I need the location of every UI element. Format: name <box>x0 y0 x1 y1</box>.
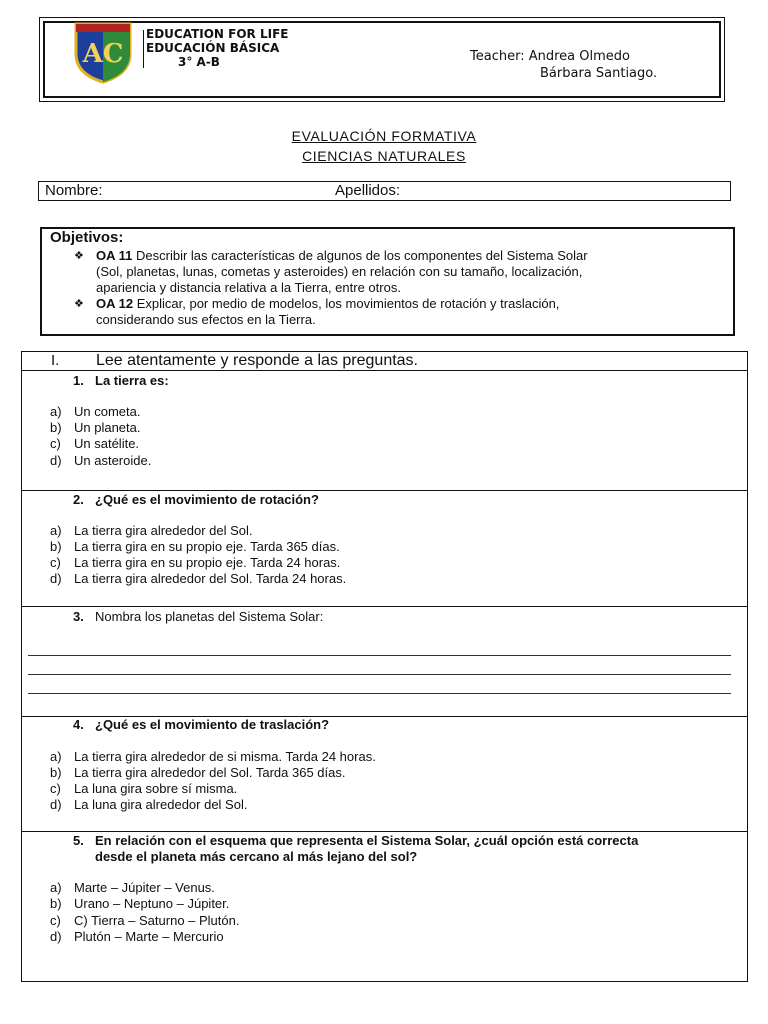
option-item[interactable]: d) Un asteroide. <box>50 453 152 468</box>
school-logo-icon <box>72 20 134 84</box>
school-level: EDUCACIÓN BÁSICA <box>146 41 280 55</box>
row-divider <box>22 370 747 371</box>
section-number: I. <box>51 352 60 369</box>
objective-text: (Sol, planetas, lunas, cometas y asteroides) en relación con su tamaño, localización, <box>96 264 583 279</box>
question-number: 5. <box>73 833 84 848</box>
subject-title: CIENCIAS NATURALES <box>302 148 466 164</box>
question-text: Nombra los planetas del Sistema Solar: <box>95 609 324 624</box>
option-item[interactable]: c) La luna gira sobre sí misma. <box>50 781 238 796</box>
teacher-line-1: Teacher: Andrea Olmedo <box>470 49 630 64</box>
option-text: La tierra gira alrededor del Sol. Tarda 24 horas. <box>74 571 347 586</box>
question-text: ¿Qué es el movimiento de rotación? <box>95 492 319 507</box>
option-text: La tierra gira en su propio eje. Tarda 365 días. <box>74 539 340 554</box>
option-text: Marte – Júpiter – Venus. <box>74 880 215 895</box>
option-item[interactable]: c) La tierra gira en su propio eje. Tarda 24 horas. <box>50 555 341 570</box>
option-text: La tierra gira en su propio eje. Tarda 24 horas. <box>74 555 341 570</box>
option-text: La luna gira sobre sí misma. <box>74 781 238 796</box>
question-text: desde el planeta más cercano al más lejano del sol? <box>95 849 418 864</box>
option-item[interactable]: c) Un satélite. <box>50 436 140 451</box>
option-item[interactable]: a) La tierra gira alrededor de si misma. Tarda 24 horas. <box>50 749 376 764</box>
objective-text: apariencia y distancia relativa a la Tierra, entre otros. <box>96 280 401 295</box>
name-fields-box[interactable] <box>38 181 731 201</box>
teacher-line-2: Bárbara Santiago. <box>540 66 658 81</box>
option-text: Un planeta. <box>74 420 141 435</box>
row-divider <box>22 831 747 832</box>
question-number: 4. <box>73 717 84 732</box>
teacher-info <box>470 48 657 82</box>
row-divider <box>22 490 747 491</box>
option-text: La tierra gira alrededor del Sol. Tarda 365 días. <box>74 765 346 780</box>
option-text: Urano – Neptuno – Júpiter. <box>74 896 230 911</box>
objective-text: Explicar, por medio de modelos, los movimientos de rotación y traslación, <box>136 296 560 311</box>
question-text: En relación con el esquema que representa el Sistema Solar, ¿cuál opción está correcta <box>95 833 639 848</box>
apellidos-label: Apellidos: <box>335 182 401 199</box>
diamond-bullet-icon: ❖ <box>74 250 84 262</box>
option-item[interactable]: d) La luna gira alrededor del Sol. <box>50 797 248 812</box>
row-divider <box>22 606 747 607</box>
option-text: Un asteroide. <box>74 453 152 468</box>
option-text: La tierra gira alrededor de si misma. Tarda 24 horas. <box>74 749 376 764</box>
questions-table <box>21 351 748 982</box>
option-item[interactable]: c) C) Tierra – Saturno – Plutón. <box>50 913 240 928</box>
option-text: Plutón – Marte – Mercurio <box>74 929 224 944</box>
objective-code: OA 12 <box>96 296 134 311</box>
option-item[interactable]: b) Urano – Neptuno – Júpiter. <box>50 896 230 911</box>
option-item[interactable]: b) La tierra gira en su propio eje. Tarda 365 días. <box>50 539 340 554</box>
option-item[interactable]: a) Marte – Júpiter – Venus. <box>50 880 215 895</box>
objectives-heading: Objetivos: <box>50 229 124 246</box>
objective-text: considerando sus efectos en la Tierra. <box>96 312 316 327</box>
question-number: 3. <box>73 609 84 624</box>
logo-letters: AC <box>82 39 124 69</box>
evaluation-title: EVALUACIÓN FORMATIVA <box>291 128 477 144</box>
option-item[interactable]: b) La tierra gira alrededor del Sol. Tarda 365 días. <box>50 765 346 780</box>
question-number: 1. <box>73 373 84 388</box>
objective-code: OA 11 <box>96 248 133 263</box>
section-title: Lee atentamente y responde a las preguntas. <box>96 352 418 369</box>
objective-item <box>74 296 724 328</box>
school-name: EDUCATION FOR LIFE <box>146 27 289 41</box>
diamond-bullet-icon: ❖ <box>74 298 84 310</box>
nombre-label: Nombre: <box>45 182 103 199</box>
question-number: 2. <box>73 492 84 507</box>
option-item[interactable]: d) La tierra gira alrededor del Sol. Tarda 24 horas. <box>50 571 347 586</box>
option-item[interactable]: b) Un planeta. <box>50 420 141 435</box>
option-item[interactable]: d) Plutón – Marte – Mercurio <box>50 929 224 944</box>
option-text: C) Tierra – Saturno – Plutón. <box>74 913 240 928</box>
option-item[interactable]: a) Un cometa. <box>50 404 141 419</box>
objective-text: Describir las características de algunos de los componentes del Sistema Solar <box>136 248 588 263</box>
answer-line[interactable] <box>28 655 731 656</box>
option-text: La luna gira alrededor del Sol. <box>74 797 248 812</box>
option-text: La tierra gira alrededor del Sol. <box>74 523 253 538</box>
answer-line[interactable] <box>28 693 731 694</box>
school-info <box>146 27 288 69</box>
option-text: Un cometa. <box>74 404 141 419</box>
option-item[interactable]: a) La tierra gira alrededor del Sol. <box>50 523 253 538</box>
objectives-box <box>40 227 735 336</box>
option-text: Un satélite. <box>74 436 140 451</box>
answer-line[interactable] <box>28 674 731 675</box>
question-text: ¿Qué es el movimiento de traslación? <box>95 717 330 732</box>
objective-item <box>74 248 724 296</box>
school-grade: 3° A-B <box>178 55 220 69</box>
question-text: La tierra es: <box>95 373 169 388</box>
